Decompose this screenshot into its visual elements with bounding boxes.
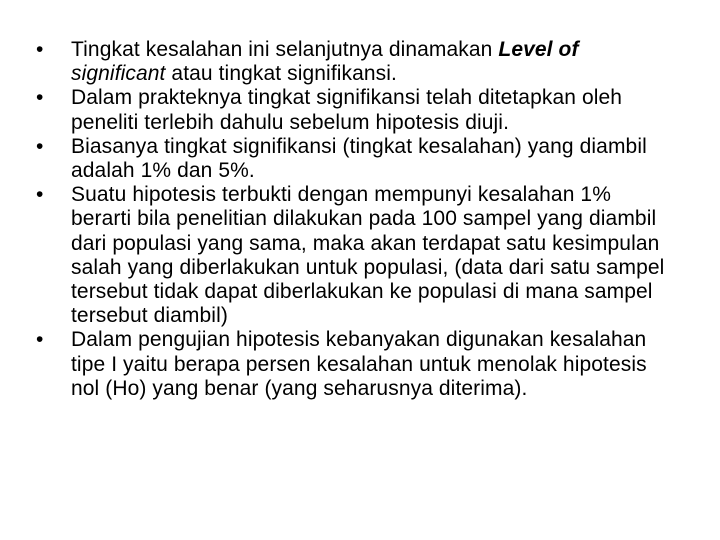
bullet-item-5 [36,328,676,401]
bullet-text-3: Biasanya tingkat signifikansi (tingkat kesalahan) yang diambil adalah 1% dan 5%. [71,134,647,183]
term-significant: significant [71,62,166,86]
bullet-text-1-before: Tingkat kesalahan ini selanjutnya dinamakan [71,38,499,61]
bullet-marker: • [36,38,44,61]
bullet-marker: • [36,328,44,352]
bullet-text-2: Dalam prakteknya tingkat signifikansi telah ditetapkan oleh peneliti terlebih dahulu sebelum hipotesis diuji. [71,86,623,134]
term-level-of: Level of [498,38,579,61]
bullet-text-4: Suatu hipotesis terbukti dengan mempunyi kesalahan 1% berarti bila penelitian dilakukan pada 100 sampel yang diambil dari populasi yang sama, maka akan terdapat satu kesimpulan salah yang diberlakukan untuk populasi, (data dari satu sampel tersebut tidak dapat diberlakukan ke populasi di mana sampel tersebut diambil) [71,183,665,328]
bullet-item-1 [36,38,676,86]
bullet-list [36,38,676,401]
bullet-marker: • [36,183,44,207]
bullet-text-5: Dalam pengujian hipotesis kebanyakan digunakan kesalahan tipe I yaitu berapa persen kesalahan untuk menolak hipotesis nol (Ho) yang benar (yang seharusnya diterima). [71,328,647,400]
bullet-item-4 [36,183,676,328]
bullet-marker: • [36,134,44,158]
bullet-item-3 [36,135,676,183]
bullet-item-2 [36,86,676,134]
bullet-text-1-after: atau tingkat signifikansi. [165,62,397,86]
bullet-marker: • [36,86,44,110]
